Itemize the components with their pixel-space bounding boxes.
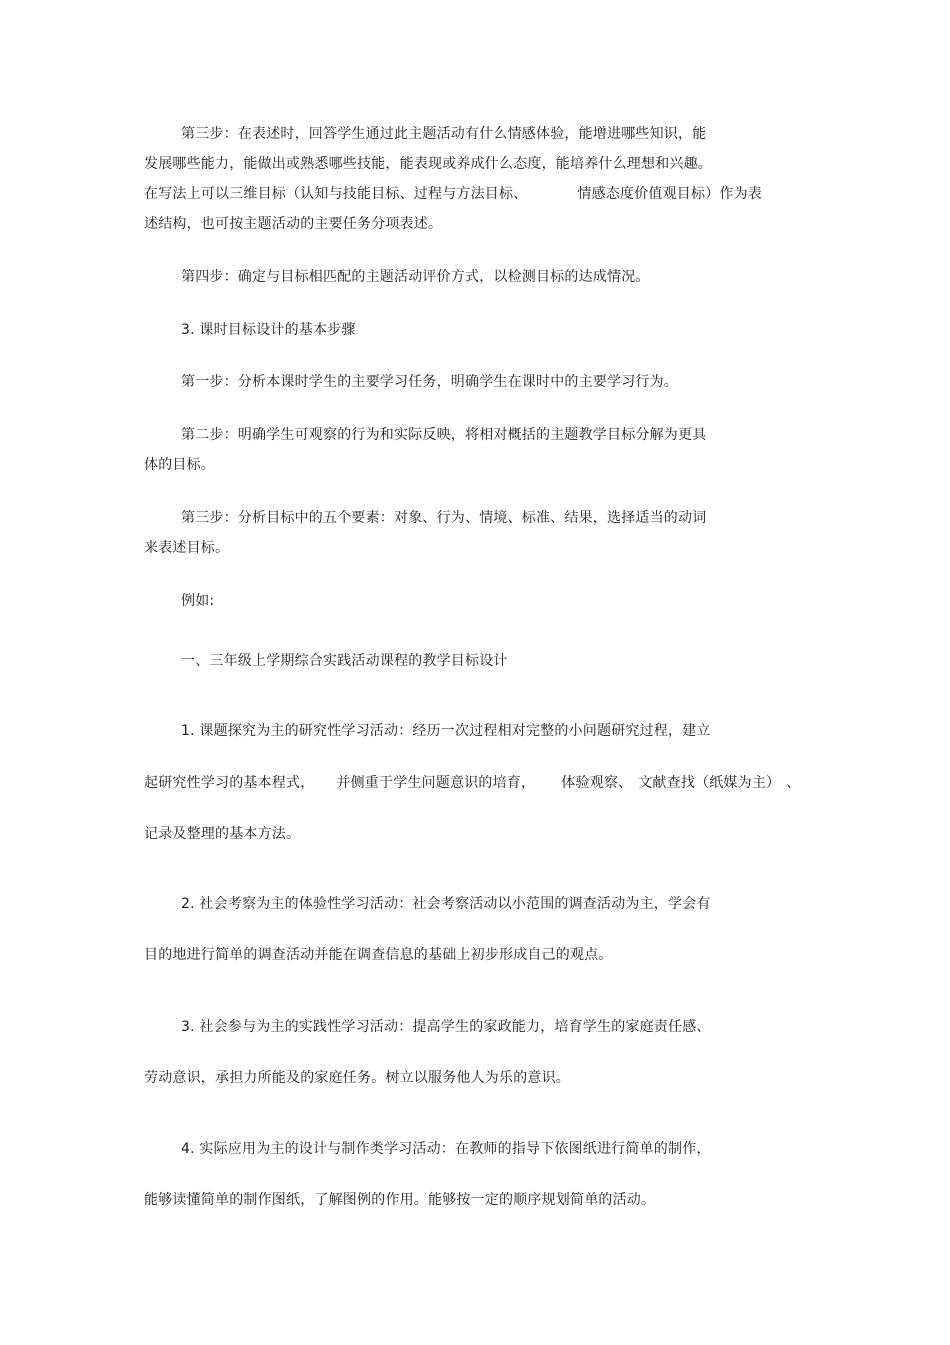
step3-intro-line: 第三步：在表述时，回答学生通过此主题活动有什么情感体验，能增进哪些知识，能	[181, 126, 707, 142]
lesson-step-2-line-1: 第二步：明确学生可观察的行为和实际反映，将相对概括的主题教学目标分解为更具	[181, 427, 707, 443]
item-1-part-4: 文献查找（纸媒为主）	[638, 775, 781, 791]
item-3-line-1: 3. 社会参与为主的实践性学习活动：提高学生的家政能力，培育学生的家庭责任感、	[181, 1019, 711, 1035]
step3-line-3-part-a: 在写法上可以三维目标（认知与技能目标、过程与方法目标、	[144, 186, 528, 202]
item-2-line-1: 2. 社会考察为主的体验性学习活动：社会考察活动以小范围的调查活动为主，学会有	[181, 896, 711, 912]
item-1-part-1: 起研究性学习的基本程式，	[144, 775, 315, 791]
item-1-line-1: 1. 课题探究为主的研究性学习活动：经历一次过程相对完整的小问题研究过程，建立	[181, 723, 711, 739]
step4-paragraph: 第四步：确定与目标相匹配的主题活动评价方式，以检测目标的达成情况。	[181, 269, 650, 285]
lesson-step-3-line-1: 第三步：分析目标中的五个要素：对象、行为、情境、标准、结果，选择适当的动词	[181, 510, 707, 526]
item-1-part-3: 体验观察、	[561, 775, 633, 791]
item-2-line-2: 目的地进行简单的调查活动并能在调查信息的基础上初步形成自己的观点。	[144, 947, 613, 963]
item-1-part-2: 并侧重于学生问题意识的培育，	[336, 775, 536, 791]
step3-line-3	[144, 184, 762, 204]
lesson-step-1: 第一步：分析本课时学生的主要学习任务，明确学生在课时中的主要学习行为。	[181, 374, 678, 390]
lesson-step-3-line-2: 来表述目标。	[144, 540, 230, 556]
step3-line-3-part-b: 情感态度价值观目标）作为表	[577, 186, 763, 202]
section-3-heading: 3. 课时目标设计的基本步骤	[181, 322, 356, 338]
item-3-line-2: 劳动意识，承担力所能及的家庭任务。树立以服务他人为乐的意识。	[144, 1070, 570, 1086]
item-1-part-5: 、	[786, 775, 801, 791]
item-4-line-1: 4. 实际应用为主的设计与制作类学习活动：在教师的指导下依图纸进行简单的制作，	[181, 1141, 711, 1157]
lesson-step-2-line-2: 体的目标。	[144, 457, 215, 473]
item-4-line-2: 能够读懂简单的制作图纸，了解图例的作用。能够按一定的顺序规划简单的活动。	[144, 1192, 656, 1208]
example-label: 例如:	[181, 593, 215, 609]
step3-line-2: 发展哪些能力，能做出或熟悉哪些技能，能表现或养成什么态度，能培养什么理想和兴趣。	[144, 156, 712, 172]
item-1-line-3: 记录及整理的基本方法。	[144, 826, 301, 842]
step3-line-4: 述结构，也可按主题活动的主要任务分项表述。	[144, 216, 443, 232]
item-1-line-2	[144, 773, 800, 793]
example-title: 一、三年级上学期综合实践活动课程的教学目标设计	[181, 653, 508, 669]
